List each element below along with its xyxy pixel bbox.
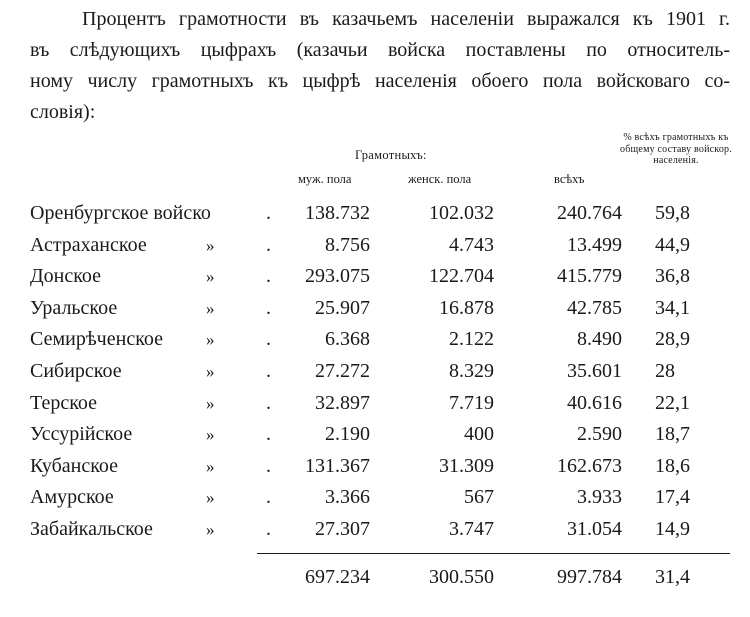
- cell-women: 7.719: [449, 391, 494, 414]
- cell-men: 27.272: [315, 359, 370, 382]
- total-women: 300.550: [429, 566, 494, 588]
- cell-women: 8.329: [449, 359, 494, 382]
- cell-percent: 18,6: [655, 454, 690, 477]
- intro-line: словія):: [30, 101, 96, 123]
- table-row: [30, 356, 740, 388]
- cell-women: 16.878: [439, 296, 494, 319]
- cell-all: 415.779: [557, 265, 622, 288]
- cell-men: 8.756: [325, 233, 370, 256]
- total-men: 697.234: [305, 566, 370, 588]
- cell-all: 8.490: [577, 328, 622, 351]
- cell-all: 35.601: [567, 359, 622, 382]
- leader-dot: .: [266, 391, 271, 414]
- row-name: Астраханское: [30, 233, 147, 256]
- cell-women: 4.743: [449, 233, 494, 256]
- ditto-mark: »: [206, 393, 215, 413]
- intro-line: Процентъ грамотности въ казачьемъ населеніи выражался къ 1901 г.: [82, 8, 730, 30]
- cell-all: 13.499: [567, 233, 622, 256]
- row-name: Уральское: [30, 296, 118, 319]
- table-row: [30, 482, 740, 514]
- row-name: Сибирское: [30, 359, 122, 382]
- cell-percent: 44,9: [655, 233, 690, 256]
- cell-women: 102.032: [429, 202, 494, 224]
- row-name: Терское: [30, 391, 98, 414]
- cell-men: 131.367: [305, 454, 370, 477]
- ditto-mark: »: [206, 330, 215, 350]
- cell-men: 2.190: [325, 423, 370, 446]
- leader-dot: .: [266, 328, 271, 351]
- leader-dot: .: [266, 265, 271, 288]
- literacy-table: [30, 198, 740, 546]
- total-percent: 31,4: [655, 566, 690, 588]
- row-name: Донское: [30, 265, 102, 288]
- cell-percent: 28,9: [655, 328, 690, 351]
- cell-all: 40.616: [567, 391, 622, 414]
- cell-percent: 22,1: [655, 391, 690, 414]
- intro-line: въ слѣдующихъ цыфрахъ (казачьи войска поставлены по относитель-: [30, 39, 730, 61]
- intro-paragraph: [30, 4, 730, 128]
- header-men: муж. пола: [298, 172, 352, 186]
- cell-men: 293.075: [305, 265, 370, 288]
- cell-men: 32.897: [315, 391, 370, 414]
- cell-percent: 17,4: [655, 486, 690, 509]
- cell-percent: 18,7: [655, 423, 690, 446]
- cell-percent: 36,8: [655, 265, 690, 288]
- total-row: [30, 562, 740, 594]
- leader-dot: .: [266, 233, 271, 256]
- ditto-mark: »: [206, 361, 215, 381]
- table-row: [30, 230, 740, 262]
- cell-all: 162.673: [557, 454, 622, 477]
- ditto-mark: »: [206, 456, 215, 476]
- cell-men: 27.307: [315, 517, 370, 540]
- leader-dot: .: [266, 454, 271, 477]
- row-name: Кубанское: [30, 454, 119, 477]
- cell-women: 3.747: [449, 517, 494, 540]
- ditto-mark: »: [206, 235, 215, 255]
- cell-percent: 28: [655, 359, 675, 382]
- cell-women: 400: [464, 423, 494, 446]
- table-row: [30, 451, 740, 483]
- cell-women: 567: [464, 486, 494, 509]
- table-row: [30, 324, 740, 356]
- header-percent: % всѣхъ грамотныхъ къ общему составу войскор. населенія.: [620, 132, 732, 166]
- ditto-mark: »: [206, 519, 215, 539]
- cell-percent: 14,9: [655, 517, 690, 540]
- cell-men: 25.907: [315, 296, 370, 319]
- header-all: всѣхъ: [554, 172, 585, 186]
- cell-all: 31.054: [567, 517, 622, 540]
- cell-all: 2.590: [577, 423, 622, 446]
- table-row: [30, 198, 740, 230]
- table-row: [30, 261, 740, 293]
- cell-all: 3.933: [577, 486, 622, 509]
- table-row: [30, 388, 740, 420]
- intro-line: ному числу грамотныхъ къ цыфрѣ населенія обоего пола войсковаго со-: [30, 70, 730, 92]
- header-literate-group: Грамотныхъ:: [355, 148, 427, 162]
- ditto-mark: »: [206, 267, 215, 287]
- row-name: Уссурійское: [30, 423, 133, 446]
- row-name: Амурское: [30, 486, 114, 509]
- cell-women: 122.704: [429, 265, 494, 288]
- row-name: Оренбургское войско: [30, 202, 211, 224]
- ditto-mark: »: [206, 488, 215, 508]
- ditto-mark: »: [206, 298, 215, 318]
- leader-dot: .: [266, 202, 271, 224]
- leader-dot: .: [266, 486, 271, 509]
- leader-dot: .: [266, 423, 271, 446]
- table-row: [30, 419, 740, 451]
- leader-dot: .: [266, 359, 271, 382]
- leader-dot: .: [266, 296, 271, 319]
- total-all: 997.784: [557, 566, 622, 588]
- leader-dot: .: [266, 517, 271, 540]
- cell-men: 6.368: [325, 328, 370, 351]
- cell-all: 240.764: [557, 202, 622, 224]
- total-divider: [257, 553, 730, 554]
- cell-women: 31.309: [439, 454, 494, 477]
- row-name: Семирѣченское: [30, 328, 164, 351]
- table-row: [30, 514, 740, 546]
- cell-women: 2.122: [449, 328, 494, 351]
- row-name: Забайкальское: [30, 517, 153, 540]
- cell-all: 42.785: [567, 296, 622, 319]
- ditto-mark: »: [206, 425, 215, 445]
- table-row: [30, 293, 740, 325]
- header-women: женск. пола: [408, 172, 472, 186]
- cell-percent: 59,8: [655, 202, 690, 224]
- cell-men: 3.366: [325, 486, 370, 509]
- cell-men: 138.732: [305, 202, 370, 224]
- cell-percent: 34,1: [655, 296, 690, 319]
